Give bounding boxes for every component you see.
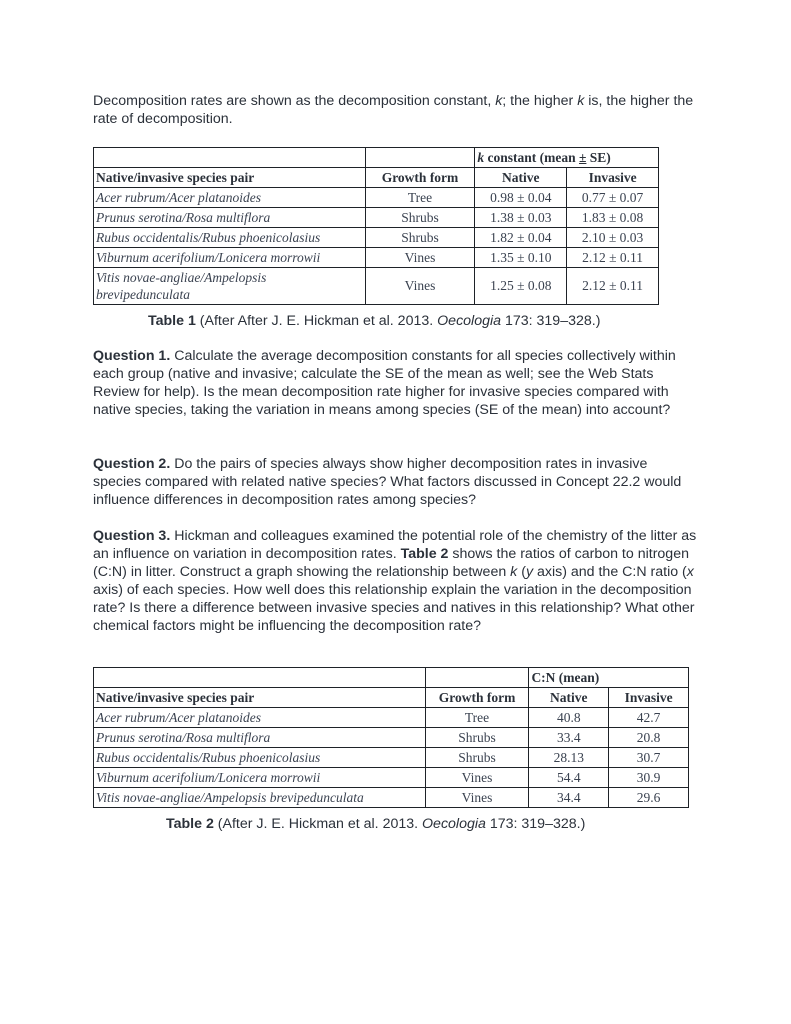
native-value-cell: 40.8 [529, 708, 609, 728]
caption-text: (After J. E. Hickman et al. 2013. [213, 816, 423, 832]
column-header-growth-form: Growth form [365, 168, 475, 188]
species-pair-cell: Prunus serotina/Rosa multiflora [94, 728, 426, 748]
question-1 [93, 347, 703, 419]
column-header-native: Native [475, 168, 567, 188]
native-value-cell: 1.82 ± 0.04 [475, 228, 567, 248]
intro-text: Decomposition rates are shown as the decomposition constant, [93, 93, 496, 109]
growth-form-cell: Tree [425, 708, 529, 728]
species-pair-cell: Vitis novae-angliae/Ampelopsis brevipedunculata [94, 268, 366, 305]
column-header-native: Native [529, 688, 609, 708]
growth-form-cell: Vines [365, 248, 475, 268]
question-text: Do the pairs of species always show higher decomposition rates in invasive species compared with related native species? What factors discussed in Concept 22.2 would influence differences in decomposition rates among species? [93, 456, 682, 508]
growth-form-cell: Vines [425, 788, 529, 808]
header-text: constant (mean [484, 149, 579, 165]
table-row [94, 188, 659, 208]
species-pair-cell: Viburnum acerifolium/Lonicera morrowii [94, 248, 366, 268]
table-row [94, 228, 659, 248]
invasive-value-cell: 2.12 ± 0.11 [567, 248, 659, 268]
growth-form-cell: Shrubs [425, 748, 529, 768]
native-value-cell: 1.35 ± 0.10 [475, 248, 567, 268]
growth-form-cell: Shrubs [425, 728, 529, 748]
caption-journal: Oecologia [437, 313, 502, 329]
table-reference: Table 2 [400, 546, 449, 562]
question-2 [93, 455, 693, 509]
table-header-blank [365, 148, 475, 168]
growth-form-cell: Shrubs [365, 228, 475, 248]
question-label: Question 3. [93, 528, 171, 544]
intro-text: ; the higher [502, 93, 578, 109]
table-2-cn-ratios [93, 667, 689, 808]
species-pair-cell: Acer rubrum/Acer platanoides [94, 708, 426, 728]
table-header-row [94, 168, 659, 188]
invasive-value-cell: 30.7 [609, 748, 689, 768]
species-pair-cell: Prunus serotina/Rosa multiflora [94, 208, 366, 228]
table-header-blank [425, 668, 529, 688]
native-value-cell: 54.4 [529, 768, 609, 788]
native-value-cell: 34.4 [529, 788, 609, 808]
column-header-species-pair: Native/invasive species pair [94, 168, 366, 188]
question-text: shows the ratios of carbon to nitrogen (C:N) in litter. Construct a graph showing the relationship between [93, 546, 689, 580]
table-header-group-row [94, 668, 689, 688]
question-text: axis) of each species. How well does this relationship explain the variation in the decomposition rate? Is there a difference between invasive species and natives in this relationship? What other chemical factors might be influencing the decomposition rate? [93, 582, 695, 634]
caption-label: Table 2 [166, 816, 214, 832]
table-header-group-row [94, 148, 659, 168]
growth-form-cell: Shrubs [365, 208, 475, 228]
growth-form-cell: Vines [425, 768, 529, 788]
column-header-invasive: Invasive [567, 168, 659, 188]
invasive-value-cell: 30.9 [609, 768, 689, 788]
species-pair-cell: Rubus occidentalis/Rubus phoenicolasius [94, 228, 366, 248]
native-value-cell: 28.13 [529, 748, 609, 768]
x-symbol: x [686, 564, 694, 580]
caption-text: 173: 319–328.) [485, 816, 586, 832]
question-label: Question 2. [93, 456, 171, 472]
invasive-value-cell: 20.8 [609, 728, 689, 748]
table-2-caption [166, 815, 585, 833]
table-header-blank [94, 668, 426, 688]
table-header-k-constant [475, 148, 659, 168]
plus-minus-symbol: ± [579, 149, 587, 165]
intro-text: is, the higher the rate of decomposition. [93, 93, 694, 127]
species-pair-cell: Vitis novae-angliae/Ampelopsis brevipedunculata [94, 788, 426, 808]
native-value-cell: 1.38 ± 0.03 [475, 208, 567, 228]
native-value-cell: 1.25 ± 0.08 [475, 268, 567, 305]
k-symbol: k [510, 564, 518, 580]
column-header-growth-form: Growth form [425, 688, 529, 708]
species-pair-cell: Acer rubrum/Acer platanoides [94, 188, 366, 208]
growth-form-cell: Vines [365, 268, 475, 305]
k-symbol: k [477, 149, 485, 165]
table-1-caption [148, 312, 600, 330]
table-row [94, 768, 689, 788]
invasive-value-cell: 42.7 [609, 708, 689, 728]
table-row [94, 788, 689, 808]
table-row [94, 208, 659, 228]
invasive-value-cell: 2.12 ± 0.11 [567, 268, 659, 305]
table-row [94, 268, 659, 305]
caption-journal: Oecologia [422, 816, 486, 832]
header-text: SE) [586, 149, 611, 165]
caption-text: (After After J. E. Hickman et al. 2013. [195, 313, 438, 329]
intro-k-symbol: k [495, 93, 503, 109]
table-row [94, 728, 689, 748]
y-symbol: y [525, 564, 534, 580]
invasive-value-cell: 0.77 ± 0.07 [567, 188, 659, 208]
invasive-value-cell: 29.6 [609, 788, 689, 808]
question-text: ( [517, 564, 526, 580]
species-pair-cell: Rubus occidentalis/Rubus phoenicolasius [94, 748, 426, 768]
native-value-cell: 0.98 ± 0.04 [475, 188, 567, 208]
caption-label: Table 1 [148, 313, 196, 329]
column-header-species-pair: Native/invasive species pair [94, 688, 426, 708]
invasive-value-cell: 1.83 ± 0.08 [567, 208, 659, 228]
question-text: Calculate the average decomposition constants for all species collectively within each group (native and invasive; calculate the SE of the mean as well; see the Web Stats Review for help). Is the mean decomposition rate higher for invasive species compared with native species, taking the variation in means among species (SE of the mean) into account? [93, 348, 676, 418]
table-1-decomposition-constants [93, 147, 659, 305]
column-header-invasive: Invasive [609, 688, 689, 708]
table-header-cn-mean: C:N (mean) [529, 668, 689, 688]
intro-paragraph [93, 92, 703, 128]
invasive-value-cell: 2.10 ± 0.03 [567, 228, 659, 248]
question-3 [93, 527, 703, 635]
intro-k-symbol: k [577, 93, 585, 109]
table-row [94, 748, 689, 768]
question-label: Question 1. [93, 348, 171, 364]
native-value-cell: 33.4 [529, 728, 609, 748]
caption-text: 173: 319–328.) [501, 313, 601, 329]
table-header-row [94, 688, 689, 708]
table-header-blank [94, 148, 366, 168]
question-text: Hickman and colleagues examined the potential role of the chemistry of the litter as an influence on variation in decomposition rates. [93, 528, 697, 562]
species-pair-cell: Viburnum acerifolium/Lonicera morrowii [94, 768, 426, 788]
growth-form-cell: Tree [365, 188, 475, 208]
table-row [94, 708, 689, 728]
question-text: axis) and the C:N ratio ( [533, 564, 687, 580]
table-row [94, 248, 659, 268]
